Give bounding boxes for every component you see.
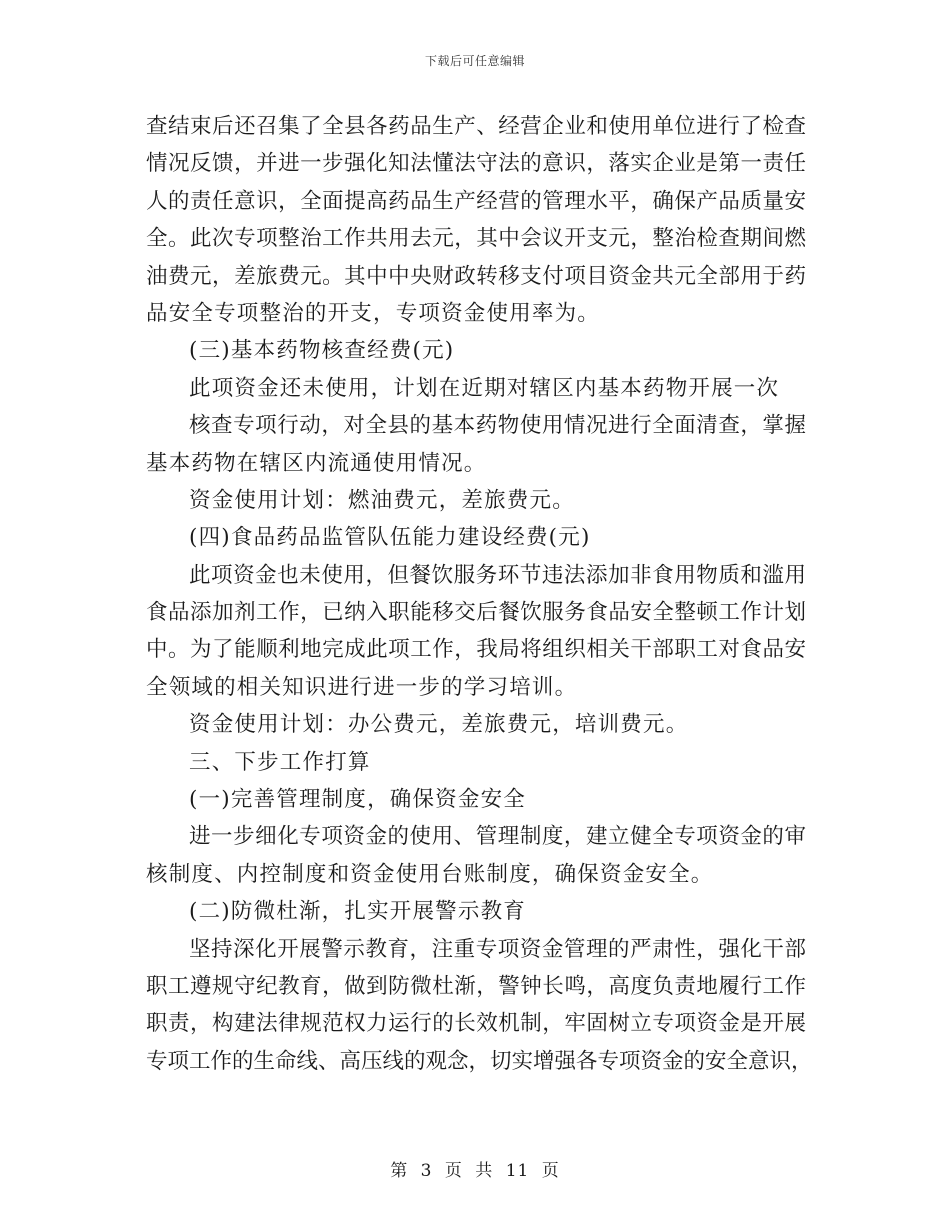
- body-line: 全领域的相关知识进行进一步的学习培训。: [146, 674, 578, 700]
- body-line: 此项资金也未使用，但餐饮服务环节违法添加非食用物质和滥用: [189, 562, 806, 588]
- body-line: 职责，构建法律规范权力运行的长效机制，牢固树立专项资金是开展: [146, 1011, 806, 1037]
- body-line: 此项资金还未使用，计划在近期对辖区内基本药物开展一次: [189, 375, 780, 401]
- section-heading: (一)完善管理制度，确保资金安全: [189, 787, 526, 813]
- body-line: 核查专项行动，对全县的基本药物使用情况进行全面清查，掌握: [189, 413, 806, 439]
- body-line: 中。为了能顺利地完成此项工作，我局将组织相关干部职工对食品安: [146, 637, 806, 663]
- section-heading: (四)食品药品监管队伍能力建设经费(元): [189, 525, 591, 551]
- body-line: 职工遵规守纪教育，做到防微杜渐，警钟长鸣，高度负责地履行工作: [146, 973, 806, 999]
- page-header-note: 下载后可任意编辑: [424, 54, 525, 68]
- section-heading: (二)防微杜渐，扎实开展警示教育: [189, 899, 526, 925]
- section-heading: (三)基本药物核查经费(元): [189, 338, 455, 364]
- body-line: 品安全专项整治的开支，专项资金使用率为。: [146, 300, 601, 326]
- body-line: 资金使用计划：燃油费元，差旅费元。: [189, 487, 575, 513]
- body-line: 查结束后还召集了全县各药品生产、经营企业和使用单位进行了检查: [146, 114, 806, 139]
- body-line: 情况反馈，并进一步强化知法懂法守法的意识，落实企业是第一责任: [146, 151, 806, 177]
- body-line: 基本药物在辖区内流通使用情况。: [146, 450, 487, 476]
- section-heading: 三、下步工作打算: [189, 749, 371, 775]
- body-line: 资金使用计划：办公费元，差旅费元，培训费元。: [189, 712, 689, 738]
- body-line: 人的责任意识，全面提高药品生产经营的管理水平，确保产品质量安: [146, 188, 806, 214]
- body-line: 食品添加剂工作，已纳入职能移交后餐饮服务食品安全整顿工作计划: [146, 600, 806, 626]
- document-body: [146, 108, 813, 1080]
- body-line: 进一步细化专项资金的使用、管理制度，建立健全专项资金的审: [189, 824, 806, 850]
- body-line: 全。此次专项整治工作共用去元，其中会议开支元，整治检查期间燃: [146, 226, 806, 252]
- page-number: 第 3 页 共 11 页: [390, 1161, 560, 1181]
- body-line: 专项工作的生命线、高压线的观念，切实增强各专项资金的安全意识，: [146, 1048, 813, 1074]
- body-line: 核制度、内控制度和资金使用台账制度，确保资金安全。: [146, 861, 714, 887]
- body-line: 坚持深化开展警示教育，注重专项资金管理的严肃性，强化干部: [189, 936, 806, 962]
- body-line: 油费元，差旅费元。其中中央财政转移支付项目资金共元全部用于药: [146, 263, 806, 289]
